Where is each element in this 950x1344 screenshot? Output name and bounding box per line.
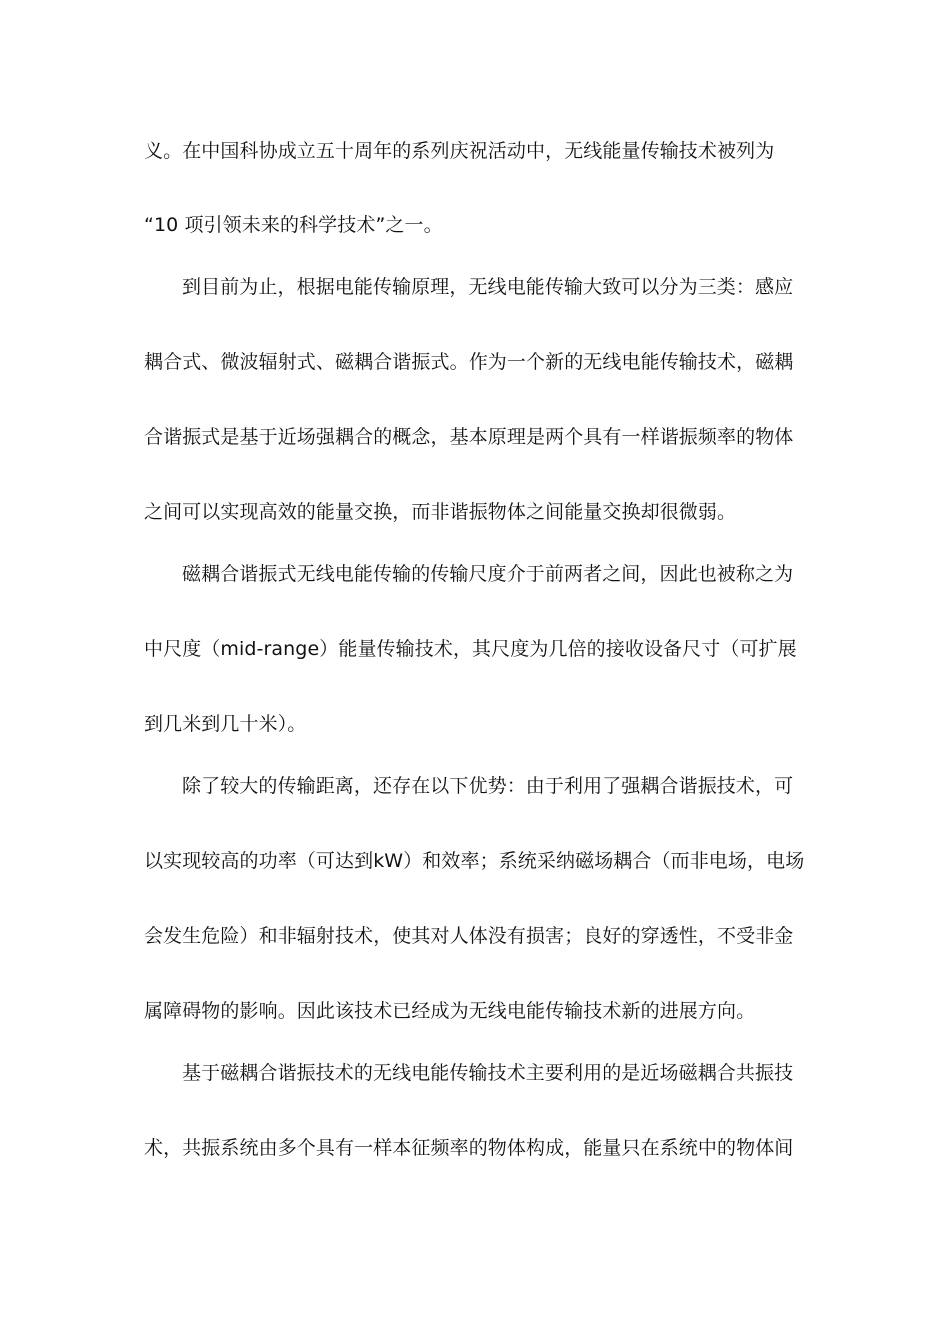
text-line: 属障碍物的影响。因此该技术已经成为无线电能传输技术新的进展方向。 xyxy=(144,1000,756,1022)
paragraph-first-line: 到目前为止，根据电能传输原理，无线电能传输大致可以分为三类：感应 xyxy=(182,276,794,298)
text-line: 耦合式、微波辐射式、磁耦合谐振式。作为一个新的无线电能传输技术，磁耦 xyxy=(144,351,794,373)
text-line: 到几米到几十米）。 xyxy=(144,713,307,735)
text-line: 义。在中国科协成立五十周年的系列庆祝活动中，无线能量传输技术被列为 xyxy=(144,140,775,162)
text-line: 合谐振式是基于近场强耦合的概念，基本原理是两个具有一样谐振频率的物体 xyxy=(144,426,794,448)
text-line: 术，共振系统由多个具有一样本征频率的物体构成，能量只在系统中的物体间 xyxy=(144,1137,794,1159)
text-line: 中尺度（mid-range）能量传输技术，其尺度为几倍的接收设备尺寸（可扩展 xyxy=(144,638,797,660)
text-line: 会发生危险）和非辐射技术，使其对人体没有损害；良好的穿透性，不受非金 xyxy=(144,925,794,947)
paragraph-first-line: 磁耦合谐振式无线电能传输的传输尺度介于前两者之间，因此也被称之为 xyxy=(182,563,794,585)
paragraph-first-line: 基于磁耦合谐振技术的无线电能传输技术主要利用的是近场磁耦合共振技 xyxy=(182,1062,794,1084)
text-line: “10 项引领未来的科学技术”之一。 xyxy=(144,214,443,236)
text-line: 之间可以实现高效的能量交换，而非谐振物体之间能量交换却很微弱。 xyxy=(144,501,737,523)
paragraph-first-line: 除了较大的传输距离，还存在以下优势：由于利用了强耦合谐振技术，可 xyxy=(182,775,794,797)
text-line: 以实现较高的功率（可达到kW）和效率；系统采纳磁场耦合（而非电场，电场 xyxy=(144,850,805,872)
